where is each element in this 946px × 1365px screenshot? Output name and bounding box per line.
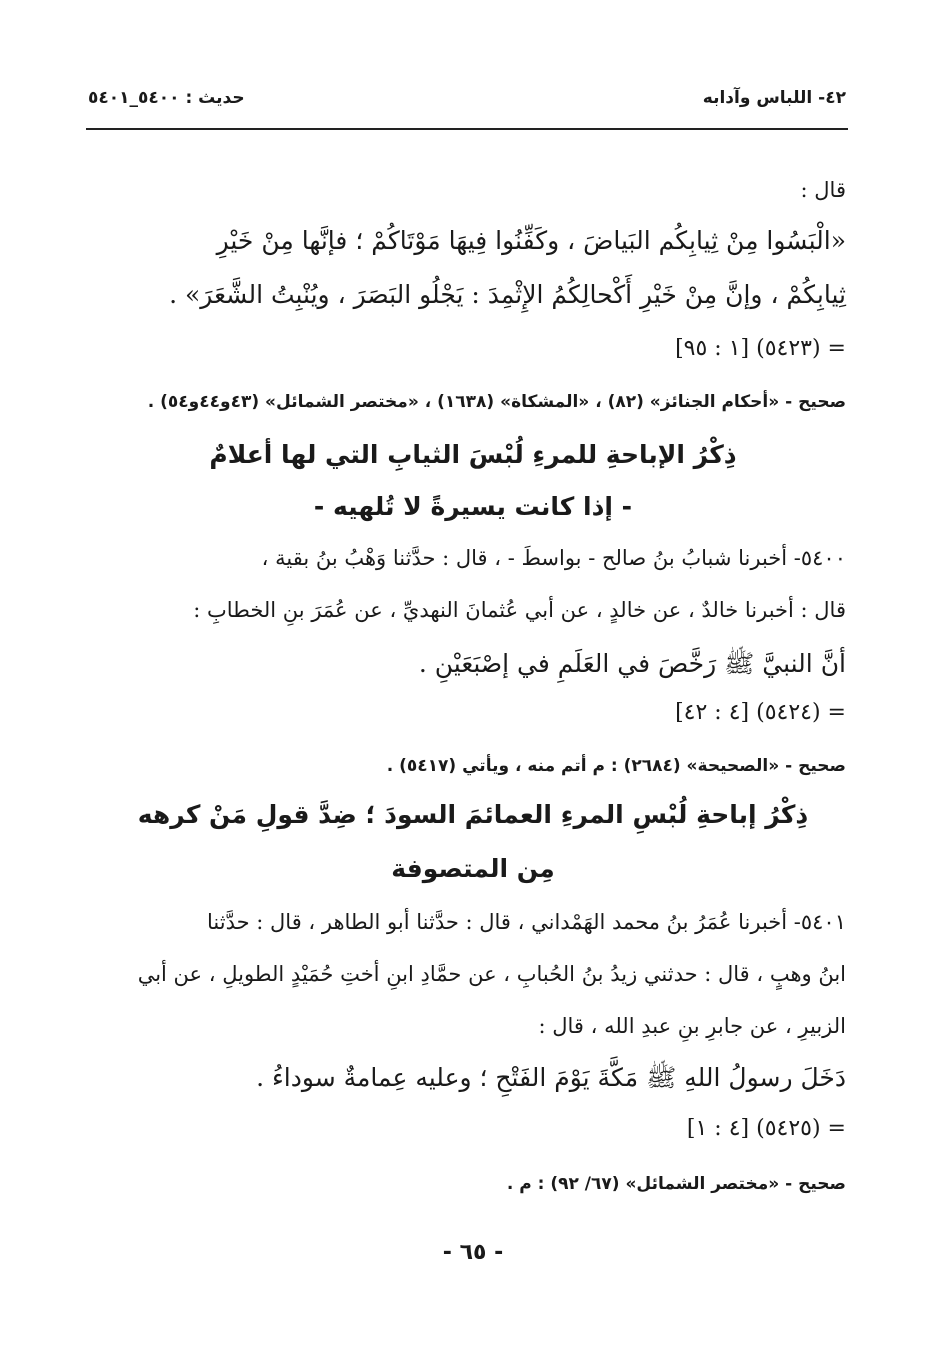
reference-2: = (٥٤٢٤) [٤ : ٤٢] [675, 700, 846, 725]
page-number: - ٦٥ - [442, 1240, 504, 1265]
matn-3: دَخَلَ رسولُ اللهِ ﷺ مَكَّةَ يَوْمَ الفَتْحِ ؛ وعليه عِمامةٌ سوداءُ . [256, 1063, 846, 1092]
section-title-1-line-1: ذِكْرُ الإباحةِ للمرءِ لُبْسَ الثيابِ التي لها أعلامٌ [209, 440, 737, 469]
section-title-1-line-2: - إذا كانت يسيرةً لا تُلهيه - [313, 492, 633, 521]
isnad-5401-line-2: ابنُ وهبٍ ، قال : حدثني زيدُ بنُ الحُبابِ ، عن حمَّادِ ابنِ أختِ حُمَيْدٍ الطويلِ ، عن أبي [137, 962, 846, 986]
reference-1: = (٥٤٢٣) [١ : ٩٥] [675, 336, 846, 361]
grading-2: صحيح - «الصحيحة» (٢٦٨٤) : م أتم منه ، ويأتي (٥٤١٧) . [386, 756, 846, 776]
header-rule [86, 128, 848, 130]
grading-3: صحيح - «مختصر الشمائل» (٦٧/ ٩٢) : م . [506, 1174, 846, 1194]
chapter-header: ٤٢- اللباس وآدابه [702, 88, 846, 108]
section-title-2-line-1: ذِكْرُ إباحةِ لُبْسِ المرءِ العمائمَ السودَ ؛ ضِدَّ قولِ مَنْ كرهه [137, 800, 809, 829]
grading-1: صحيح - «أحكام الجنائز» (٨٢) ، «المشكاة» (١٦٣٨) ، «مختصر الشمائل» (٤٣و٤٤و٥٤) . [147, 392, 846, 412]
qala-line: قال : [800, 178, 846, 202]
isnad-5401-line-3: الزبيرِ ، عن جابرِ بنِ عبدِ الله ، قال : [538, 1014, 846, 1038]
section-title-2-line-2: مِن المتصوفة [391, 854, 555, 883]
matn-1-line-2: ثِيابِكُمْ ، وإنَّ مِنْ خَيْرِ أَكْحالِكُمُ الإِثْمِدَ : يَجْلُو البَصَرَ ، ويُنْبِتُ الشَّعَرَ» . [169, 280, 846, 309]
matn-2: أنَّ النبيَّ ﷺ رَخَّصَ في العَلَمِ في إصْبَعَيْنِ . [418, 649, 846, 678]
hadith-range-header: حديث : ٥٤٠٠_٥٤٠١ [88, 88, 245, 108]
isnad-5400-line-1: ٥٤٠٠- أخبرنا شبابُ بنُ صالح - بواسطَ - ، قال : حدَّثنا وَهْبُ بنُ بقية ، [261, 546, 846, 570]
matn-1-line-1: «الْبَسُوا مِنْ ثِيابِكُم البَياضَ ، وكَفِّنُوا فِيهَا مَوْتَاكُمْ ؛ فإنَّها مِنْ خَيْرِ [216, 226, 846, 255]
reference-3: = (٥٤٢٥) [٤ : ١] [686, 1116, 846, 1141]
isnad-5401-line-1: ٥٤٠١- أخبرنا عُمَرُ بنُ محمد الهَمْداني ، قال : حدَّثنا أبو الطاهر ، قال : حدَّثنا [207, 910, 846, 934]
isnad-5400-line-2: قال : أخبرنا خالدٌ ، عن خالدٍ ، عن أبي عُثمانَ النهديِّ ، عن عُمَرَ بنِ الخطابِ : [193, 598, 846, 622]
